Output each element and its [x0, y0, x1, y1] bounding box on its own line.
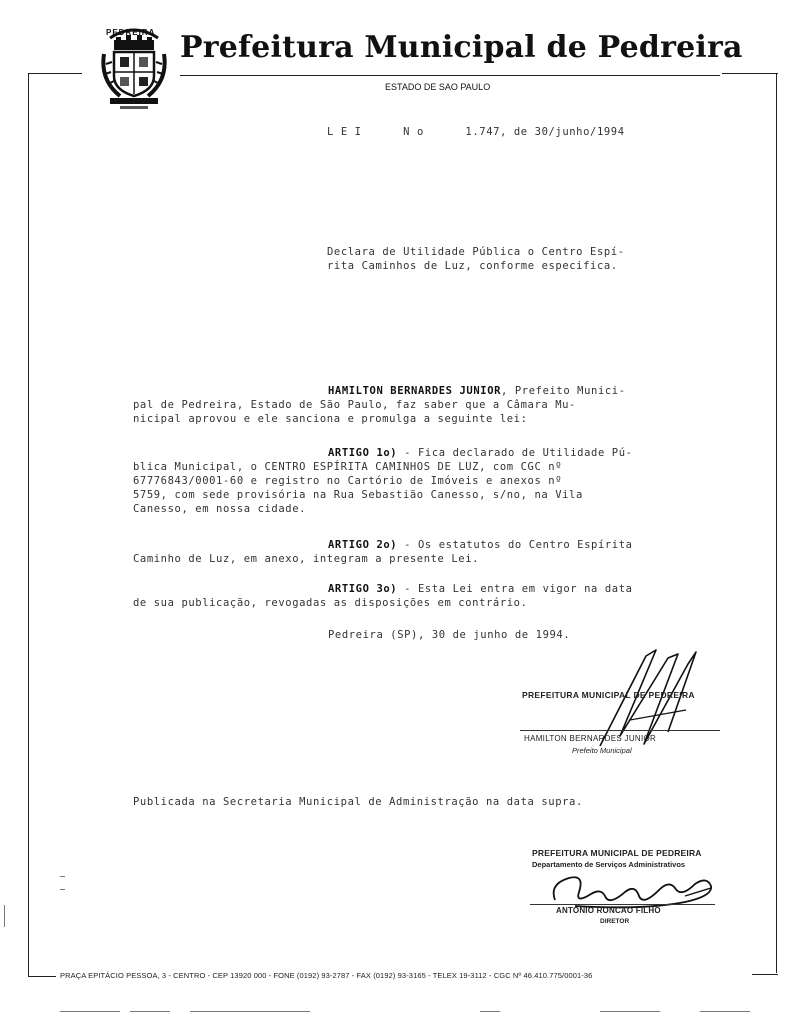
date-line: Pedreira (SP), 30 de junho de 1994.: [328, 629, 571, 641]
article-text: - Esta Lei entra em vigor na data: [397, 583, 633, 595]
article-label: ARTIGO 1o): [328, 447, 398, 459]
footer-rule-left: [28, 976, 56, 977]
publication-note: Publicada na Secretaria Municipal de Administração na data supra.: [133, 796, 583, 808]
article-1: [133, 446, 745, 516]
article-line: Caminho de Luz, em anexo, integram a presente Lei.: [133, 553, 480, 565]
ementa: [327, 245, 742, 273]
preamble-line: pal de Pedreira, Estado de São Paulo, faz saber que a Câmara Mu-: [133, 399, 576, 411]
footer-address: PRAÇA EPITÁCIO PESSOA, 3 - CENTRO - CEP 13920 000 - FONE (0192) 93-2787 - FAX (0192) 93-3165 - TELEX 19-3112 - CGC Nº 46.410.775/0001-36: [60, 971, 593, 980]
ementa-line: rita Caminhos de Luz, conforme especifica.: [327, 260, 618, 272]
preamble-line: nicipal aprovou e ele sanciona e promulga a seguinte lei:: [133, 413, 528, 425]
crest-label: PEDREIRA: [106, 28, 156, 37]
admin-stamp-dept: Departamento de Serviços Administrativos: [532, 860, 686, 869]
article-line: de sua publicação, revogadas as disposições em contrário.: [133, 597, 528, 609]
admin-stamp-name: ANTONIO RONCAO FILHO: [556, 906, 661, 915]
ementa-line: Declara de Utilidade Pública o Centro Espí-: [327, 246, 625, 258]
article-line: 67776843/0001-60 e registro no Cartório de Imóveis e anexos nº: [133, 475, 563, 487]
preamble: [133, 384, 745, 426]
admin-stamp-org: PREFEITURA MUNICIPAL DE PEDREIRA: [532, 848, 702, 858]
article-text: - Os estatutos do Centro Espírita: [397, 539, 633, 551]
header-rule-right: [722, 73, 778, 74]
law-number: L E I N o 1.747, de 30/junho/1994: [327, 126, 625, 138]
admin-signature-line: [530, 904, 715, 905]
article-line: blica Municipal, o CENTRO ESPÍRITA CAMINHOS DE LUZ, com CGC nº: [133, 461, 563, 473]
article-3: [133, 582, 745, 610]
article-line: 5759, com sede provisória na Rua Sebastião Canesso, s/no, na Vila: [133, 489, 583, 501]
header-rule-left: [28, 73, 82, 74]
mayor-stamp-org: PREFEITURA MUNICIPAL DE PEDREIRA: [522, 690, 695, 700]
article-2: [133, 538, 745, 566]
article-label: ARTIGO 3o): [328, 583, 398, 595]
frame-right: [776, 73, 777, 973]
admin-stamp-role: DIRETOR: [600, 918, 630, 925]
article-text: - Fica declarado de Utilidade Pú-: [397, 447, 633, 459]
footer-rule-right: [752, 974, 778, 975]
letterhead-title: Prefeitura Municipal de Pedreira: [180, 30, 743, 65]
admin-signature: [535, 866, 735, 926]
article-line: Canesso, em nossa cidade.: [133, 503, 307, 515]
header-rule-mid: [180, 75, 720, 76]
mayor-signature-line: [520, 730, 720, 731]
mayor-name: HAMILTON BERNARDES JUNIOR: [328, 385, 502, 397]
mayor-stamp-role: Prefeito Municipal: [572, 746, 632, 755]
article-label: ARTIGO 2o): [328, 539, 398, 551]
preamble-text: , Prefeito Munici-: [501, 385, 626, 397]
mayor-stamp-name: HAMILTON BERNARDES JUNIOR: [524, 734, 657, 743]
frame-left: [28, 73, 29, 976]
letterhead-subtitle: ESTADO DE SAO PAULO: [385, 82, 491, 92]
